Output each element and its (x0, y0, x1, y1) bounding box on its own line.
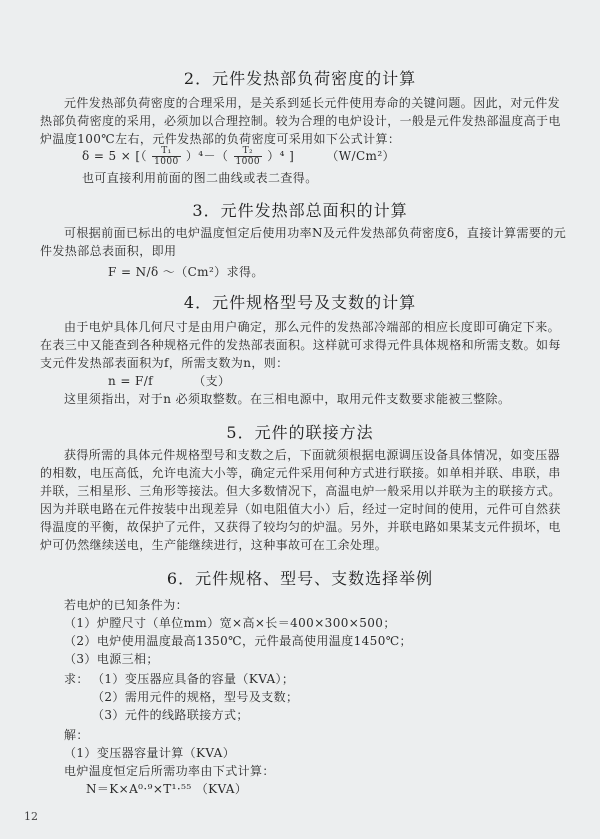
answer-1-text: 电炉温度恒定后所需功率由下式计算： (64, 764, 275, 778)
formula-lhs: δ = 5 × [（ (82, 149, 147, 163)
section-4-paragraph: 由于电炉具体几何尺寸是由用户确定，那么元件的发热部冷端部的相应长度即可确定下来。在表三中又能查到各种规格元件的发热部表面积。这样就可求得元件具体规格和所需支数。如每支元件发热部表面积为f，所需支数为n，则： (40, 320, 561, 370)
section-2-after: 也可直接利用前面的图二曲线或表二查得。 (82, 171, 318, 185)
section-2-paragraph: 元件发热部负荷密度的合理采用，是关系到延长元件使用寿命的关键问题。因此，对元件发热部负荷密度的采用，必须加以合理控制。较为合理的电炉设计，一般是元件发热部温度高于电炉温度100℃左右，元件发热部的负荷密度可采用如下公式计算： (40, 96, 561, 146)
count-formula (108, 372, 230, 389)
formula-mid: ）⁴－（ (185, 149, 229, 163)
fraction-t1 (152, 146, 181, 167)
section-3-heading: 3．元件发热部总面积的计算 (192, 201, 408, 220)
solution-label: 解： (64, 728, 89, 742)
fraction-t1-denominator: 1000 (154, 157, 179, 167)
fraction-t1-numerator: T₁ (152, 146, 181, 157)
fraction-t2 (234, 146, 263, 167)
formula-end: ）⁴ ] (267, 149, 295, 163)
power-formula: N＝K×A⁰·⁹×T¹·⁵⁵ （KVA） (86, 782, 248, 796)
section-3-paragraph: 可根据前面已标出的电炉温度恒定后使用功率N及元件发热部负荷密度δ，直接计算需要的元件发热部总表面积，即用 (40, 226, 567, 258)
section-2-heading: 2．元件发热部负荷密度的计算 (183, 69, 417, 88)
page-number: 12 (24, 810, 38, 823)
question-1: （1）变压器应具备的容量（KVA）； (92, 672, 295, 686)
answer-1-heading: （1）变压器容量计算（KVA） (64, 746, 236, 760)
formula-unit: （W/Cm²） (326, 149, 395, 163)
ask-label: 求： (64, 672, 89, 686)
condition-1: （1）炉膛尺寸（单位mm）宽×高×长＝400×300×500； (64, 616, 396, 630)
section-4-heading: 4．元件规格型号及支数的计算 (183, 293, 417, 312)
fraction-t2-numerator: T₂ (234, 146, 263, 157)
question-3: （3）元件的线路联接方式； (92, 708, 249, 722)
section-4-after: 这里须指出，对于n 必须取整数。在三相电源中，取用元件支数要求能被三整除。 (64, 392, 511, 406)
section-5-heading: 5．元件的联接方法 (226, 423, 374, 442)
example-intro: 若电炉的已知条件为： (64, 598, 189, 612)
count-formula-unit: （支） (193, 374, 231, 388)
condition-2: （2）电炉使用温度最高1350℃，元件最高使用温度1450℃； (64, 634, 412, 648)
count-formula-expr: n = F/f (108, 374, 154, 388)
condition-3: （3）电源三相； (64, 652, 159, 666)
area-formula: F = N/δ ～（Cm²）求得。 (108, 265, 264, 279)
load-density-formula (82, 146, 395, 167)
section-6-heading: 6．元件规格、型号、支数选择举例 (166, 569, 434, 588)
fraction-t2-denominator: 1000 (235, 157, 261, 167)
section-5-paragraph: 获得所需的具体元件规格型号和支数之后，下面就须根据电源调压设备具体情况，如变压器的相数，电压高低，允许电流大小等，确定元件采用何种方式进行联接。如单相并联、串联，串并联，三相星形、三角形等接法。但大多数情况下，高温电炉一般采用以并联为主的联接方式。因为并联电路在元件按装中出现差异（如电阻值大小）后，经过一定时间的使用，元件可自然获得温度的平衡，故保护了元件，又获得了较均匀的炉温。另外，并联电路如果某支元件损坏，电炉可仍然继续送电，生产能继续进行，这种事故可在工余处理。 (40, 448, 561, 552)
question-2: （2）需用元件的规格，型号及支数； (92, 690, 299, 704)
